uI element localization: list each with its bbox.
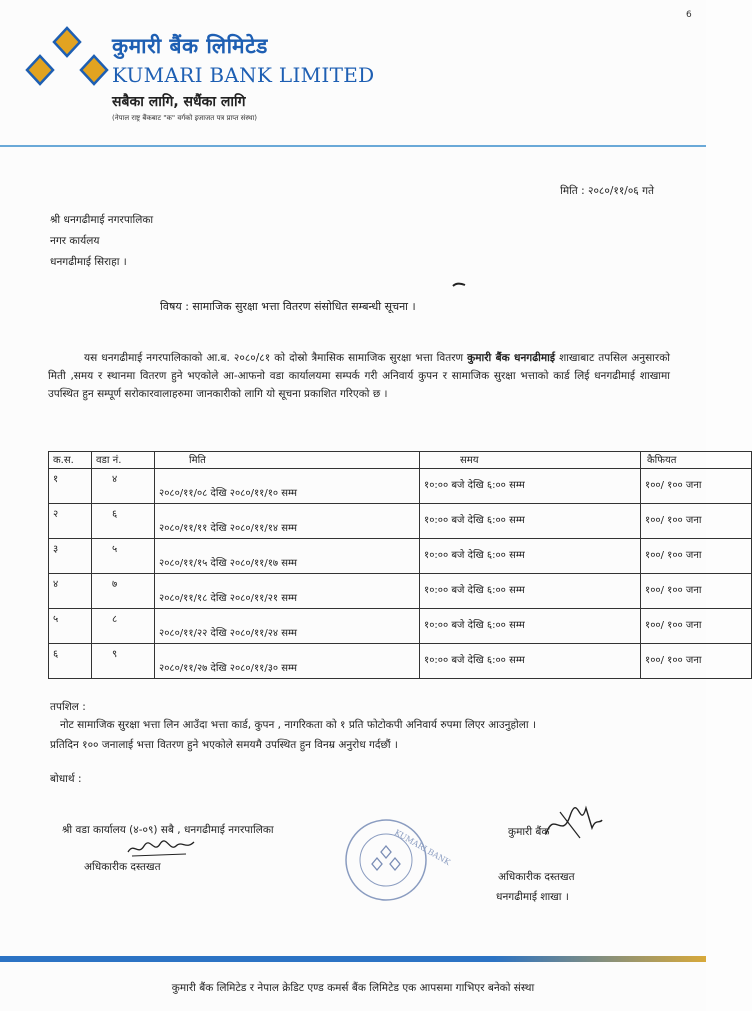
handwritten-signature-left	[126, 838, 196, 860]
row-remark: १००/ १०० जना	[645, 585, 702, 596]
bank-slogan: सबैका लागि, सधैंका लागि	[112, 94, 246, 110]
row-ward: ९	[112, 649, 118, 660]
row-time: १०:०० बजे देखि ६:०० सम्म	[424, 515, 525, 526]
row-remark: १००/ १०० जना	[645, 655, 702, 666]
row-ward: ७	[112, 579, 118, 590]
row-date: २०८०/११/०८ देखि २०८०/११/१० सम्म	[159, 488, 298, 499]
row-time: १०:०० बजे देखि ६:०० सम्म	[424, 655, 525, 666]
row-time: १०:०० बजे देखि ६:०० सम्म	[424, 620, 525, 631]
bank-name-nepali: कुमारी बैंक लिमिटेड	[112, 34, 268, 58]
bank-name-signature: कुमारी बैंक	[508, 826, 550, 838]
table-row	[49, 574, 752, 609]
note-documents: नोट सामाजिक सुरक्षा भत्ता लिन आउँदा भत्ता कार्ड, कुपन , नागरिकता को १ प्रति फोटोकपी अनिवार्य रुपमा लिएर आउनुहोला ।	[60, 719, 536, 731]
branch-name: धनगढीमाई शाखा ।	[496, 891, 569, 903]
table-row	[49, 504, 752, 539]
row-time: १०:०० बजे देखि ६:०० सम्म	[424, 480, 525, 491]
row-time: १०:०० बजे देखि ६:०० सम्म	[424, 550, 525, 561]
address-line-3: धनगढीमाई सिराहा ।	[50, 256, 127, 268]
license-note: (नेपाल राष्ट्र बैंकबाट "क" वर्गको इजाजत पत्र प्राप्त संस्था)	[112, 114, 258, 122]
table-row	[49, 644, 752, 679]
note-daily-limit: प्रतिदिन १०० जनालाई भत्ता वितरण हुने भएकोले समयमै उपस्थित हुन विनम्र अनुरोध गर्दछौं ।	[50, 739, 398, 751]
table-row	[49, 469, 752, 504]
header-serial: क.स.	[49, 452, 92, 469]
ink-mark	[452, 282, 466, 288]
table-row	[49, 539, 752, 574]
header-remarks: कैफियत	[641, 452, 752, 469]
row-serial: ५	[53, 614, 59, 625]
row-serial: २	[53, 509, 59, 520]
bank-branch-highlight: कुमारी बैंक धनगढीमाई	[467, 352, 556, 364]
row-ward: ६	[112, 509, 118, 520]
row-ward: ५	[112, 544, 118, 555]
row-date: २०८०/११/२२ देखि २०८०/११/२४ सम्म	[159, 628, 298, 639]
table-header-row	[49, 452, 752, 469]
cc-recipient: श्री वडा कार्यालय (४-०९) सबै , धनगढीमाई नगरपालिका	[62, 824, 274, 836]
row-date: २०८०/११/१५ देखि २०८०/११/१७ सम्म	[159, 558, 298, 569]
header-divider	[0, 145, 706, 147]
diamond-logo-icon	[24, 26, 110, 86]
header-date: मिति	[155, 452, 420, 469]
distribution-schedule-table	[48, 451, 752, 679]
row-ward: ८	[112, 614, 118, 625]
row-date: २०८०/११/२७ देखि २०८०/११/३० सम्म	[159, 663, 298, 674]
footer-merger-note: कुमारी बैंक लिमिटेड र नेपाल क्रेडिट एण्ड कमर्स बैंक लिमिटेड एक आपसमा गाभिएर बनेको संस्था	[171, 982, 535, 994]
row-serial: ४	[53, 579, 59, 590]
row-serial: १	[53, 474, 59, 485]
row-date: २०८०/११/११ देखि २०८०/११/१४ सम्म	[159, 523, 298, 534]
address-line-1: श्री धनगढीमाई नगरपालिका	[50, 214, 154, 226]
letter-date: मिति : २०८०/११/०६ गते	[560, 185, 654, 197]
body-paragraph: यस धनगढीमाई नगरपालिकाको आ.ब. २०८०/८१ को दोस्रो त्रैमासिक सामाजिक सुरक्षा भत्ता वितरण कुमारी बैंक धनगढीमाई शाखाबाट तपसिल अनुसारको मिती ,समय र स्थानमा वितरण हुने भएकोले आ-आफनो वडा कार्यालयमा सम्पर्क गरी अनिवार्य कुपन र सामाजिक सुरक्षा भत्ताको कार्ड लिई धनगढीमाई शाखामा उपस्थित हुन सम्पूर्ण सरोकारवालाहरुमा जानकारीको लागि यो सूचना प्रकाशित गरिएको छ ।	[48, 352, 670, 400]
footer-bar	[0, 956, 706, 962]
corner-mark: 6	[686, 10, 692, 20]
header-ward: वडा नं.	[92, 452, 155, 469]
row-date: २०८०/११/१८ देखि २०८०/११/२१ सम्म	[159, 593, 298, 604]
row-ward: ४	[112, 474, 118, 485]
bank-name-english: KUMARI BANK LIMITED	[112, 63, 375, 87]
row-remark: १००/ १०० जना	[645, 480, 702, 491]
address-line-2: नगर कार्यलय	[50, 235, 100, 247]
details-label: तपशिल :	[50, 701, 86, 713]
row-remark: १००/ १०० जना	[645, 620, 702, 631]
row-serial: ६	[53, 649, 59, 660]
bank-seal-stamp	[344, 818, 452, 902]
svg-text:KUMARI BANK: KUMARI BANK	[393, 827, 452, 868]
row-serial: ३	[53, 544, 59, 555]
header-time: समय	[420, 452, 641, 469]
table-row	[49, 609, 752, 644]
authorized-signature-left: अधिकारीक दस्तखत	[84, 861, 161, 873]
letter-subject: विषय : सामाजिक सुरक्षा भत्ता वितरण संसोधित सम्बन्धी सूचना ।	[160, 300, 416, 313]
authorized-signature-right: अधिकारीक दस्तखत	[498, 871, 575, 883]
row-remark: १००/ १०० जना	[645, 550, 702, 561]
row-remark: १००/ १०० जना	[645, 515, 702, 526]
row-time: १०:०० बजे देखि ६:०० सम्म	[424, 585, 525, 596]
handwritten-signature-right	[540, 800, 604, 844]
cc-label: बोधार्थ :	[50, 773, 82, 785]
